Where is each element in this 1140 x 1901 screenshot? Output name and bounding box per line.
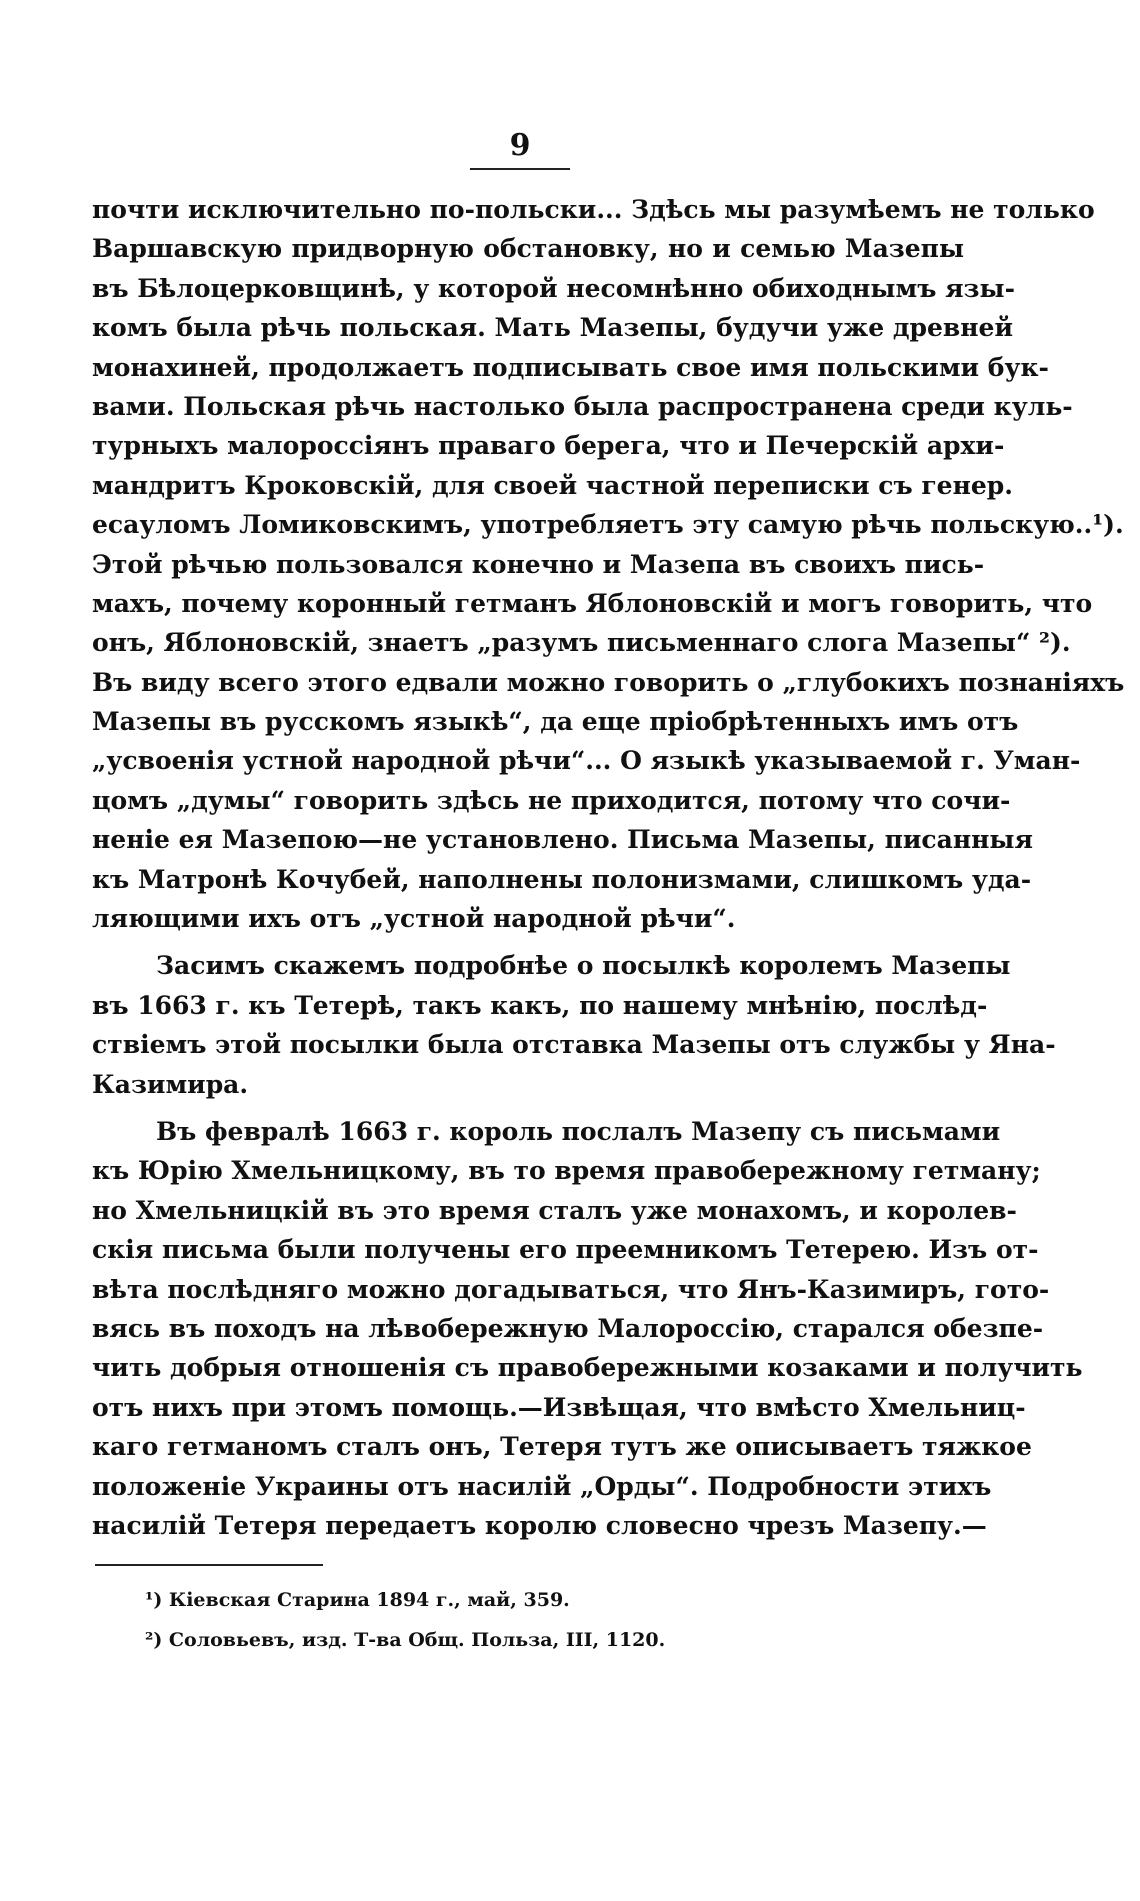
page-number: 9 (509, 128, 531, 163)
text-line: къ Матронѣ Кочубей, наполнены полонизмами, слишкомъ уда- (92, 864, 1032, 894)
text-line: онъ, Яблоновскій, знаетъ „разумъ письменнаго слога Мазепы“ ²). (92, 628, 1071, 658)
text-line: Засимъ скажемъ подробнѣе о посылкѣ королемъ Мазепы (156, 951, 1011, 981)
text-line: турныхъ малороссіянъ праваго берега, что и Печерскій архи- (92, 431, 1005, 461)
text-line: отъ нихъ при этомъ помощь.—Извѣщая, что вмѣсто Хмельниц- (92, 1392, 1026, 1422)
text-line: скія письма были получены его преемникомъ Тетерею. Изъ от- (92, 1235, 1039, 1265)
paragraph-gap (92, 1104, 964, 1112)
text-line: Казимира. (92, 1069, 249, 1099)
text-line: вами. Польская рѣчь настолько была распространена среди куль- (92, 391, 1073, 421)
text-line: Въ виду всего этого едвали можно говорить о „глубокихъ познаніяхъ (92, 667, 1125, 697)
text-line: Въ февралѣ 1663 г. король послалъ Мазепу съ письмами (156, 1116, 1001, 1146)
text-line: чить добрыя отношенія съ правобережными козаками и получить (92, 1353, 1083, 1383)
text-line: Этой рѣчью пользовался конечно и Мазепа въ своихъ пись- (92, 549, 985, 579)
footnote-1: ¹) Кіевская Старина 1894 г., май, 359. (145, 1589, 570, 1611)
text-line: комъ была рѣчь польская. Мать Мазепы, будучи уже древней (92, 313, 1013, 343)
text-line: ляющими ихъ отъ „устной народной рѣчи“. (92, 904, 736, 934)
text-line: каго гетманомъ сталъ онъ, Тетеря тутъ же описываетъ тяжкое (92, 1432, 1032, 1462)
paragraph-gap (92, 938, 964, 946)
text-line: къ Юрію Хмельницкому, въ то время правобережному гетману; (92, 1156, 1041, 1186)
text-line: почти исключительно по-польски... Здѣсь мы разумѣемъ не только (92, 195, 1095, 224)
text-line: насилій Тетеря передаетъ королю словесно чрезъ Мазепу.— (92, 1510, 987, 1540)
text-line: но Хмельницкій въ это время сталъ уже монахомъ, и королев- (92, 1195, 1017, 1225)
text-line: есауломъ Ломиковскимъ, употребляетъ эту самую рѣчь польскую..¹). (92, 510, 1124, 540)
body-text (92, 190, 1125, 1545)
paragraph (92, 1112, 1083, 1545)
text-line: цомъ „думы“ говорить здѣсь не приходится, потому что сочи- (92, 785, 1011, 815)
text-line: въ Бѣлоцерковщинѣ, у которой несомнѣнно обиходнымъ язы- (92, 273, 1015, 303)
text-line: махъ, почему коронный гетманъ Яблоновскій и могъ говорить, что (92, 588, 1093, 618)
paragraph (92, 946, 1056, 1104)
text-line: ствіемъ этой посылки была отставка Мазепы отъ службы у Яна- (92, 1030, 1056, 1060)
text-line: монахиней, продолжаетъ подписывать свое имя польскими бук- (92, 352, 1049, 382)
text-line: положеніе Украины отъ насилій „Орды“. Подробности этихъ (92, 1471, 992, 1501)
text-line: вясь въ походъ на лѣвобережную Малороссію, старался обезпе- (92, 1313, 1044, 1343)
paragraph (92, 190, 1125, 938)
text-line: вѣта послѣдняго можно догадываться, что Янъ-Казимиръ, гото- (92, 1274, 1050, 1304)
text-line: Мазепы въ русскомъ языкѣ“, да еще пріобрѣтенныхъ имъ отъ (92, 707, 1019, 737)
page-number-rule (470, 168, 570, 170)
text-line: неніе ея Мазепою—не установлено. Письма Мазепы, писанныя (92, 825, 1033, 855)
footnotes (145, 1580, 665, 1660)
footnote-2: ²) Соловьевъ, изд. Т-ва Общ. Польза, III, 1120. (145, 1629, 666, 1651)
footnote-separator (95, 1564, 323, 1566)
text-line: „усвоенія устной народной рѣчи“... О языкѣ указываемой г. Уман- (92, 746, 1081, 776)
text-line: въ 1663 г. къ Тетерѣ, такъ какъ, по нашему мнѣнію, послѣд- (92, 990, 988, 1020)
text-line: мандритъ Кроковскій, для своей частной переписки съ генер. (92, 470, 1013, 500)
text-line: Варшавскую придворную обстановку, но и семью Мазепы (92, 234, 964, 264)
